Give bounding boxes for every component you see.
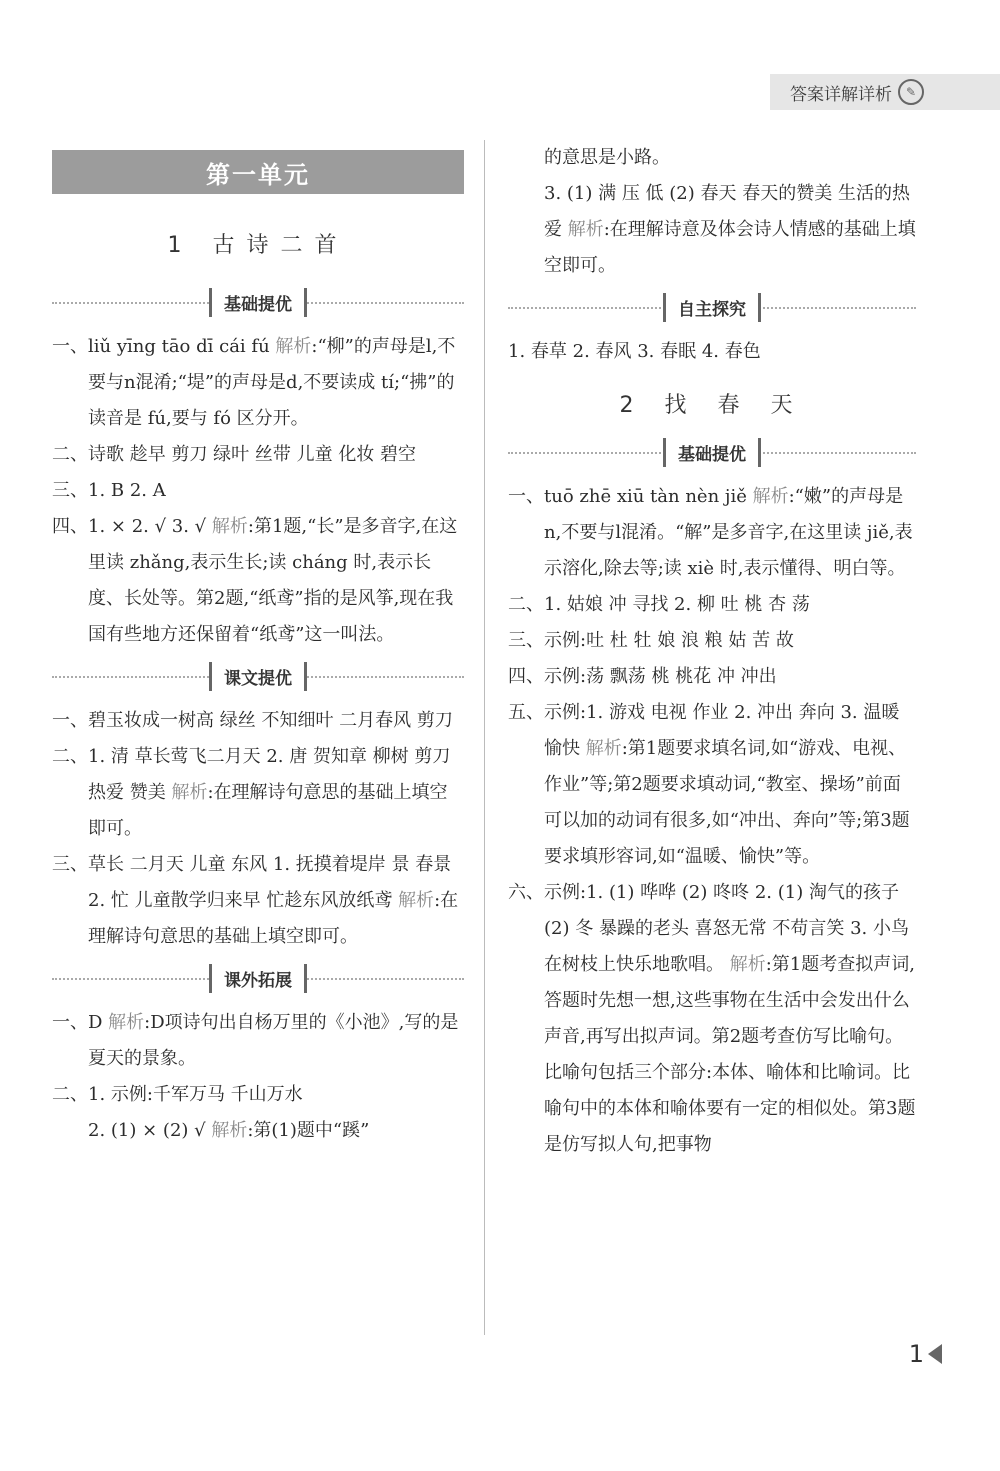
answer-item: 一、liǔ yīng tāo dī cái fú 解析:“柳”的声母是l,不要与n混淆;“堤”的声母是d,不要读成 tí;“拂”的读音是 fú,要与 fó 区分开。 <box>52 336 456 429</box>
answer-item: 四、示例:荡 飘荡 桃 桃花 冲 冲出 <box>508 666 777 687</box>
answer-item: 一、tuō zhē xiū tàn nèn jiě 解析:“嫩”的声母是n,不要与l混淆。“解”是多音字,在这里读 jiě,表示溶化,除去等;读 xiè 时,表示懂得、明白等。 <box>508 486 913 579</box>
answer-item: 二、诗歌 趁早 剪刀 绿叶 丝带 儿童 化妆 碧空 <box>52 444 417 465</box>
answer-item: 3. (1) 满 压 低 (2) 春天 春天的赞美 生活的热爱 解析:在理解诗意及体会诗人情感的基础上填空即可。 <box>544 183 916 276</box>
answer-item: 二、1. 清 草长莺飞二月天 2. 唐 贺知章 柳树 剪刀 热爱 赞美 解析:在理解诗句意思的基础上填空即可。 <box>52 746 451 839</box>
right-column <box>508 140 916 1163</box>
answer-item: 一、D 解析:D项诗句出自杨万里的《小池》,写的是夏天的景象。 <box>52 1012 459 1069</box>
answer-item: 三、示例:吐 杜 牡 娘 浪 粮 姑 苦 故 <box>508 630 794 651</box>
header-title: 答案详解详析 <box>790 84 892 105</box>
answer-item: 一、碧玉妆成一树高 绿丝 不知细叶 二月春风 剪刀 <box>52 710 453 731</box>
answer-item: 五、示例:1. 游戏 电视 作业 2. 冲出 奔向 3. 温暖 愉快 解析:第1题要求填名词,如“游戏、电视、作业”等;第2题要求填动词,“教室、操场”前面可以加的动词有很多,如“冲出、奔向”等;第3题要求填形容词,如“温暖、愉快”等。 <box>508 702 910 867</box>
section-header: 课外拓展 <box>52 965 464 991</box>
answer-item: 二、1. 示例:千军万马 千山万水 <box>52 1084 303 1105</box>
answer-item: 1. 春草 2. 春风 3. 春眠 4. 春色 <box>508 341 761 362</box>
section-header: 自主探究 <box>508 294 916 320</box>
answer-item: 六、示例:1. (1) 哗哗 (2) 咚咚 2. (1) 淘气的孩子 (2) 冬 暴躁的老头 喜怒无常 不苟言笑 3. 小鸟在树枝上快乐地歌唱。 解析:第1题考查拟声词,答题时先想一想,这些事物在生活中会发出什么声音,再写出拟声词。第2题考查仿写比喻句。比喻句包括三个部分:本体、喻体和比喻词。比喻句中的本体和喻体要有一定的相似处。第3题是仿写拟人句,把事物 <box>508 882 916 1155</box>
page-number: 1 <box>909 1340 942 1368</box>
pen-icon: ✎ <box>898 79 924 105</box>
answer-item: 三、1. B 2. A <box>52 480 166 501</box>
header-tag <box>770 74 1000 110</box>
section-header: 基础提优 <box>52 289 464 315</box>
answer-item: 2. (1) × (2) √ 解析:第(1)题中“蹊” <box>88 1120 370 1141</box>
answer-item: 的意思是小路。 <box>544 147 670 168</box>
answer-item: 四、1. × 2. √ 3. √ 解析:第1题,“长”是多音字,在这里读 zhǎng,表示生长;读 cháng 时,表示长度、长处等。第2题,“纸鸢”指的是风筝,现在我国有些地方还保留着“纸鸢”这一叫法。 <box>52 516 458 645</box>
lesson-title-2: 2 找 春 天 <box>619 393 805 418</box>
left-column <box>52 140 464 1149</box>
answer-item: 三、草长 二月天 儿童 东风 1. 抚摸着堤岸 景 春景 2. 忙 儿童散学归来早 忙趁东风放纸鸢 解析:在理解诗句意思的基础上填空即可。 <box>52 854 459 947</box>
column-divider <box>484 140 485 1335</box>
lesson-title-1: 1 古诗二首 <box>167 233 349 258</box>
section-header: 基础提优 <box>508 439 916 465</box>
unit-banner: 第一单元 <box>52 150 464 194</box>
triangle-icon <box>928 1344 942 1364</box>
answer-item: 二、1. 姑娘 冲 寻找 2. 柳 吐 桃 杏 荡 <box>508 594 810 615</box>
section-header: 课文提优 <box>52 663 464 689</box>
